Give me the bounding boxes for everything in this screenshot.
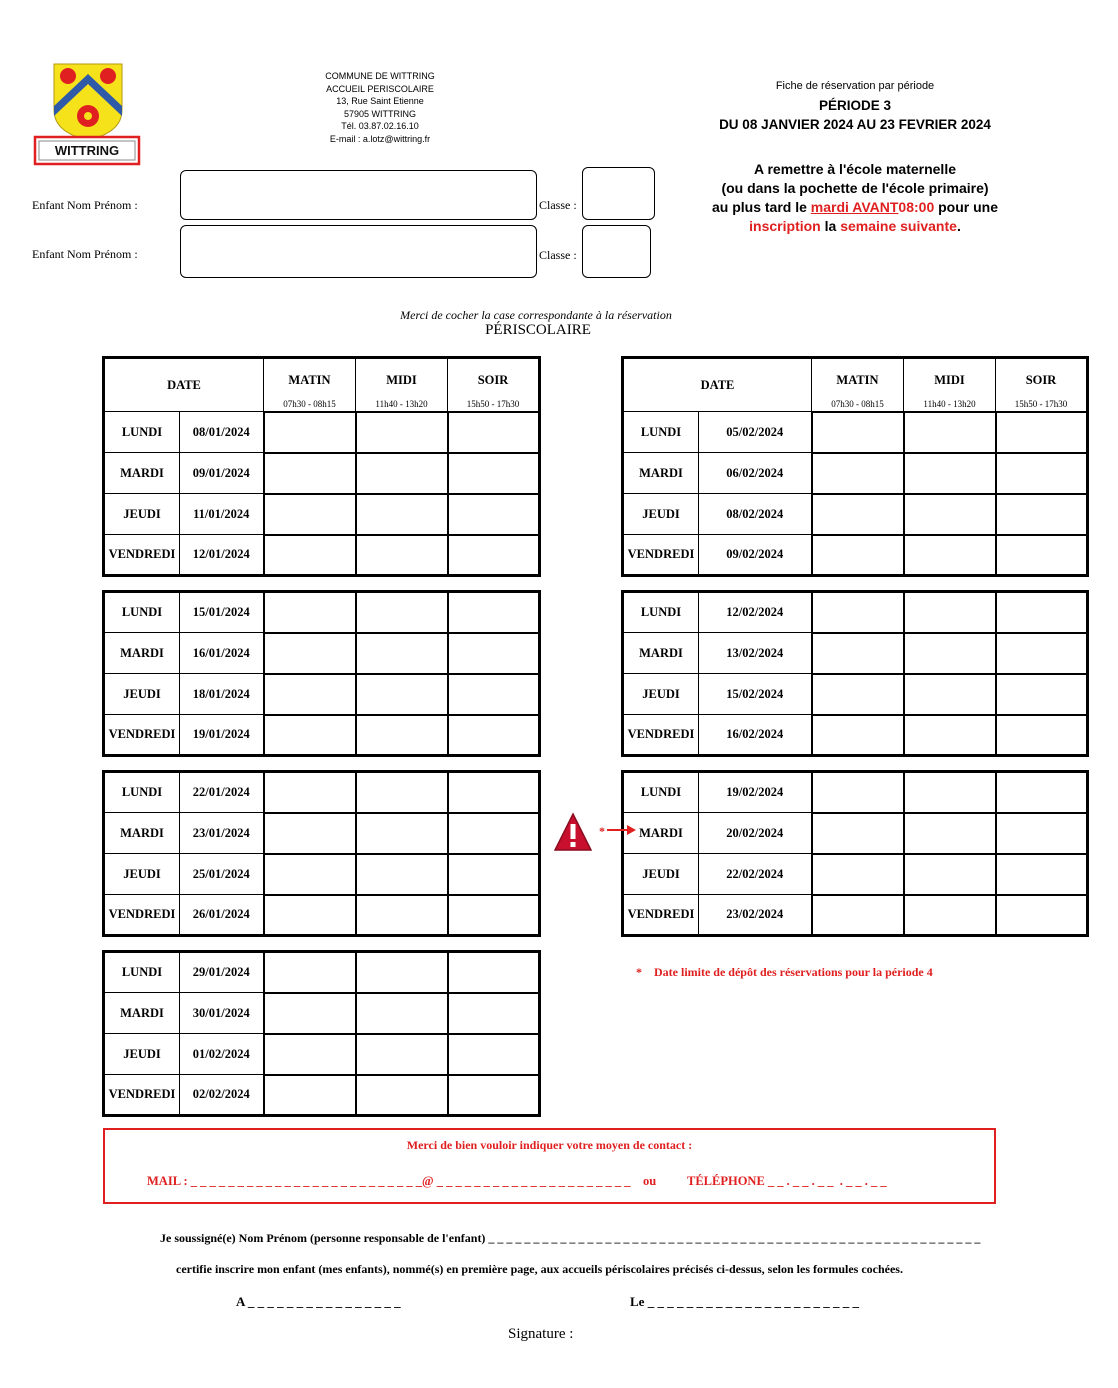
- responsible-name-field[interactable]: Je soussigné(e) Nom Prénom (personne responsable de l'enfant) _ _ _ _ _ _ _ _ _ _ _ _ _ _ _ _ _ _ _ _ _ _ _ _ _ _ _ _ _ _ _ _ _ _ _ _ _ _ _ _ _ _ _ _ _ _ _ _ _ _ _ _ _ _ _: [160, 1231, 981, 1245]
- contact-ou: ou: [643, 1174, 657, 1188]
- date-cell: 19/01/2024: [180, 715, 264, 756]
- date-cell: 16/01/2024: [180, 633, 264, 674]
- day-cell: JEUDI: [104, 1034, 180, 1075]
- date-cell: 15/02/2024: [699, 674, 812, 715]
- table-row: [104, 715, 540, 756]
- matin-checkbox-cell[interactable]: [264, 952, 356, 993]
- soir-checkbox-cell[interactable]: [448, 592, 540, 633]
- day-cell: JEUDI: [104, 494, 180, 535]
- deadline-instructions: [680, 160, 1030, 236]
- telephone-field[interactable]: TÉLÉPHONE _ _ . _ _ . _ _ . _ _ . _ _: [687, 1174, 887, 1188]
- classe-field-1[interactable]: [582, 167, 655, 220]
- day-cell: MARDI: [104, 993, 180, 1034]
- day-cell: VENDREDI: [623, 895, 699, 936]
- day-cell: MARDI: [104, 453, 180, 494]
- table-row: [104, 633, 540, 674]
- contact-box: [103, 1128, 996, 1204]
- date-cell: 22/02/2024: [699, 854, 812, 895]
- matin-checkbox-cell[interactable]: [264, 674, 356, 715]
- date-cell: 16/02/2024: [699, 715, 812, 756]
- classe-label-1: Classe :: [539, 198, 577, 212]
- matin-checkbox-cell[interactable]: [812, 715, 904, 756]
- matin-checkbox-cell[interactable]: [264, 715, 356, 756]
- day-cell: LUNDI: [623, 412, 699, 453]
- matin-checkbox-cell[interactable]: [264, 494, 356, 535]
- matin-checkbox-cell[interactable]: [812, 535, 904, 576]
- table-row: [623, 412, 1088, 453]
- warning-star: *: [599, 824, 605, 838]
- table-row: [104, 1034, 540, 1075]
- classe-label-2: Classe :: [539, 248, 577, 262]
- reservation-table-left-week-1: [102, 356, 541, 577]
- soir-checkbox-cell[interactable]: [996, 592, 1088, 633]
- date-header: DATE: [104, 358, 264, 412]
- midi-checkbox-cell[interactable]: [356, 772, 448, 813]
- midi-checkbox-cell[interactable]: [904, 592, 996, 633]
- table-row: [623, 895, 1088, 936]
- signature-label: Signature :: [508, 1326, 574, 1342]
- date-cell: 19/02/2024: [699, 772, 812, 813]
- table-row: [623, 674, 1088, 715]
- midi-checkbox-cell[interactable]: [904, 535, 996, 576]
- soir-checkbox-cell[interactable]: [996, 772, 1088, 813]
- soir-checkbox-cell[interactable]: [996, 633, 1088, 674]
- matin-checkbox-cell[interactable]: [264, 1034, 356, 1075]
- commune-line: Tél. 03.87.02.16.10: [341, 121, 419, 131]
- table-row: [623, 592, 1088, 633]
- soir-checkbox-cell[interactable]: [996, 412, 1088, 453]
- enfant-label-1: Enfant Nom Prénom :: [32, 198, 138, 212]
- day-cell: JEUDI: [623, 494, 699, 535]
- table-row: [623, 772, 1088, 813]
- matin-checkbox-cell[interactable]: [264, 1075, 356, 1116]
- date-cell: 26/01/2024: [180, 895, 264, 936]
- table-row: [623, 535, 1088, 576]
- midi-checkbox-cell[interactable]: [904, 412, 996, 453]
- day-cell: VENDREDI: [104, 535, 180, 576]
- matin-checkbox-cell[interactable]: [812, 772, 904, 813]
- matin-checkbox-cell[interactable]: [812, 453, 904, 494]
- date-cell: 02/02/2024: [180, 1075, 264, 1116]
- midi-checkbox-cell[interactable]: [904, 453, 996, 494]
- deadline-note: [636, 965, 933, 980]
- midi-header: MIDI 11h40 - 13h20: [356, 358, 448, 412]
- midi-checkbox-cell[interactable]: [904, 854, 996, 895]
- table-row: [104, 895, 540, 936]
- midi-checkbox-cell[interactable]: [356, 952, 448, 993]
- commune-line: COMMUNE DE WITTRING: [325, 71, 435, 81]
- matin-checkbox-cell[interactable]: [812, 494, 904, 535]
- date-field[interactable]: Le _ _ _ _ _ _ _ _ _ _ _ _ _ _ _ _ _ _ _ _ _ _: [630, 1294, 859, 1309]
- day-cell: MARDI: [623, 633, 699, 674]
- date-cell: 06/02/2024: [699, 453, 812, 494]
- date-cell: 23/02/2024: [699, 895, 812, 936]
- table-row: [104, 412, 540, 453]
- day-cell: VENDREDI: [104, 895, 180, 936]
- midi-checkbox-cell[interactable]: [904, 895, 996, 936]
- table-row: [104, 1075, 540, 1116]
- mail-field[interactable]: MAIL : _ _ _ _ _ _ _ _ _ _ _ _ _ _ _ _ _ _ _ _ _ _ _ _ _@ _ _ _ _ _ _ _ _ _ _ _ _ _ _ _ _ _ _ _ _ _: [147, 1174, 631, 1188]
- midi-checkbox-cell[interactable]: [356, 813, 448, 854]
- commune-address-block: [300, 70, 460, 145]
- reservation-table-right-week-3: [621, 770, 1089, 937]
- matin-checkbox-cell[interactable]: [812, 674, 904, 715]
- table-row: [104, 453, 540, 494]
- date-cell: 20/02/2024: [699, 813, 812, 854]
- day-cell: VENDREDI: [623, 715, 699, 756]
- day-cell: LUNDI: [623, 772, 699, 813]
- soir-checkbox-cell[interactable]: [996, 854, 1088, 895]
- midi-checkbox-cell[interactable]: [356, 1034, 448, 1075]
- table-row: [104, 952, 540, 993]
- midi-checkbox-cell[interactable]: [356, 453, 448, 494]
- date-cell: 30/01/2024: [180, 993, 264, 1034]
- soir-checkbox-cell[interactable]: [996, 535, 1088, 576]
- matin-checkbox-cell[interactable]: [264, 592, 356, 633]
- day-cell: LUNDI: [104, 772, 180, 813]
- instruction-line: inscription la semaine suivante.: [749, 218, 961, 234]
- day-cell: VENDREDI: [104, 1075, 180, 1116]
- arrow-right-icon: [607, 823, 637, 837]
- day-cell: MARDI: [104, 633, 180, 674]
- matin-checkbox-cell[interactable]: [812, 412, 904, 453]
- matin-checkbox-cell[interactable]: [812, 895, 904, 936]
- midi-checkbox-cell[interactable]: [356, 854, 448, 895]
- reservation-table-right-week-1: [621, 356, 1089, 577]
- day-cell: JEUDI: [104, 674, 180, 715]
- matin-checkbox-cell[interactable]: [264, 453, 356, 494]
- day-cell: MARDI: [623, 813, 699, 854]
- reservation-table-left-week-3: [102, 770, 541, 937]
- soir-checkbox-cell[interactable]: [448, 993, 540, 1034]
- table-row: [104, 813, 540, 854]
- date-cell: 23/01/2024: [180, 813, 264, 854]
- instruction-line: (ou dans la pochette de l'école primaire): [721, 180, 989, 196]
- matin-checkbox-cell[interactable]: [812, 854, 904, 895]
- table-row: [623, 633, 1088, 674]
- date-cell: 22/01/2024: [180, 772, 264, 813]
- soir-checkbox-cell[interactable]: [448, 772, 540, 813]
- deadline-time: 08:00: [898, 199, 935, 215]
- soir-checkbox-cell[interactable]: [448, 453, 540, 494]
- matin-checkbox-cell[interactable]: [812, 813, 904, 854]
- reservation-table-left-week-4: [102, 950, 541, 1117]
- table-row: [104, 772, 540, 813]
- note-text: Date limite de dépôt des réservations pour la période 4: [654, 965, 933, 979]
- soir-checkbox-cell[interactable]: [448, 813, 540, 854]
- deadline-day: mardi AVANT: [810, 199, 899, 215]
- day-cell: LUNDI: [104, 592, 180, 633]
- matin-header: MATIN 07h30 - 08h15: [264, 358, 356, 412]
- soir-checkbox-cell[interactable]: [448, 895, 540, 936]
- day-cell: LUNDI: [104, 952, 180, 993]
- soir-checkbox-cell[interactable]: [448, 715, 540, 756]
- soir-checkbox-cell[interactable]: [448, 674, 540, 715]
- midi-checkbox-cell[interactable]: [356, 633, 448, 674]
- midi-checkbox-cell[interactable]: [356, 1075, 448, 1116]
- soir-checkbox-cell[interactable]: [448, 854, 540, 895]
- soir-checkbox-cell[interactable]: [448, 535, 540, 576]
- date-cell: 29/01/2024: [180, 952, 264, 993]
- soir-checkbox-cell[interactable]: [996, 453, 1088, 494]
- matin-header: MATIN 07h30 - 08h15: [812, 358, 904, 412]
- note-star: *: [636, 965, 642, 979]
- classe-field-2[interactable]: [582, 225, 651, 278]
- day-cell: MARDI: [623, 453, 699, 494]
- fiche-heading: [680, 77, 1030, 134]
- midi-checkbox-cell[interactable]: [356, 993, 448, 1034]
- day-cell: LUNDI: [104, 412, 180, 453]
- soir-checkbox-cell[interactable]: [448, 494, 540, 535]
- contact-title: Merci de bien vouloir indiquer votre moyen de contact :: [406, 1138, 693, 1152]
- fiche-subtitle: Fiche de réservation par période: [775, 80, 935, 92]
- day-cell: JEUDI: [104, 854, 180, 895]
- instruction-merci: Merci de cocher la case correspondante à la réservation: [400, 308, 672, 322]
- table-row: [104, 535, 540, 576]
- soir-checkbox-cell[interactable]: [448, 1075, 540, 1116]
- matin-checkbox-cell[interactable]: [264, 993, 356, 1034]
- table-row: [623, 494, 1088, 535]
- day-cell: JEUDI: [623, 674, 699, 715]
- matin-checkbox-cell[interactable]: [264, 535, 356, 576]
- enfant-name-field-2[interactable]: [180, 225, 537, 278]
- matin-checkbox-cell[interactable]: [264, 813, 356, 854]
- matin-checkbox-cell[interactable]: [812, 592, 904, 633]
- midi-header: MIDI 11h40 - 13h20: [904, 358, 996, 412]
- instruction-line: au plus tard le mardi AVANT08:00 pour une: [711, 199, 999, 215]
- enfant-name-field-1[interactable]: [180, 170, 537, 220]
- date-cell: 25/01/2024: [180, 854, 264, 895]
- midi-checkbox-cell[interactable]: [356, 674, 448, 715]
- matin-checkbox-cell[interactable]: [812, 633, 904, 674]
- certification-text: certifie inscrire mon enfant (mes enfants), nommé(s) en première page, aux accueils périscolaires précisés ci-dessus, selon les formules cochées.: [176, 1262, 903, 1276]
- matin-checkbox-cell[interactable]: [264, 633, 356, 674]
- table-row: [623, 854, 1088, 895]
- day-cell: JEUDI: [623, 854, 699, 895]
- place-field[interactable]: A _ _ _ _ _ _ _ _ _ _ _ _ _ _ _ _: [236, 1294, 401, 1309]
- midi-checkbox-cell[interactable]: [904, 715, 996, 756]
- midi-checkbox-cell[interactable]: [904, 813, 996, 854]
- date-cell: 08/01/2024: [180, 412, 264, 453]
- midi-checkbox-cell[interactable]: [356, 592, 448, 633]
- soir-checkbox-cell[interactable]: [448, 1034, 540, 1075]
- date-cell: 11/01/2024: [180, 494, 264, 535]
- soir-checkbox-cell[interactable]: [996, 715, 1088, 756]
- matin-checkbox-cell[interactable]: [264, 412, 356, 453]
- midi-checkbox-cell[interactable]: [356, 412, 448, 453]
- commune-line: 57905 WITTRING: [343, 108, 417, 119]
- logo-text: WITTRING: [54, 143, 120, 158]
- midi-checkbox-cell[interactable]: [904, 772, 996, 813]
- table-row: [104, 854, 540, 895]
- reservation-table-right-week-2: [621, 590, 1089, 757]
- day-cell: LUNDI: [623, 592, 699, 633]
- soir-checkbox-cell[interactable]: [448, 952, 540, 993]
- midi-checkbox-cell[interactable]: [904, 674, 996, 715]
- day-cell: VENDREDI: [623, 535, 699, 576]
- periode-title: PÉRIODE 3: [818, 98, 892, 113]
- matin-checkbox-cell[interactable]: [264, 895, 356, 936]
- soir-checkbox-cell[interactable]: [996, 895, 1088, 936]
- midi-checkbox-cell[interactable]: [356, 494, 448, 535]
- soir-header: SOIR 15h50 - 17h30: [448, 358, 540, 412]
- soir-checkbox-cell[interactable]: [996, 674, 1088, 715]
- date-cell: 05/02/2024: [699, 412, 812, 453]
- date-header: DATE: [623, 358, 812, 412]
- commune-line: ACCUEIL PERISCOLAIRE: [326, 83, 434, 94]
- date-cell: 12/01/2024: [180, 535, 264, 576]
- date-cell: 09/02/2024: [699, 535, 812, 576]
- enfant-label-2: Enfant Nom Prénom :: [32, 247, 138, 261]
- matin-checkbox-cell[interactable]: [264, 854, 356, 895]
- day-cell: MARDI: [104, 813, 180, 854]
- date-cell: 08/02/2024: [699, 494, 812, 535]
- instruction-line: A remettre à l'école maternelle: [753, 161, 956, 177]
- periscolaire-title: PÉRISCOLAIRE: [485, 322, 591, 338]
- soir-checkbox-cell[interactable]: [448, 412, 540, 453]
- day-cell: VENDREDI: [104, 715, 180, 756]
- soir-checkbox-cell[interactable]: [996, 813, 1088, 854]
- table-row: [104, 674, 540, 715]
- midi-checkbox-cell[interactable]: [904, 633, 996, 674]
- midi-checkbox-cell[interactable]: [904, 494, 996, 535]
- date-cell: 12/02/2024: [699, 592, 812, 633]
- date-cell: 01/02/2024: [180, 1034, 264, 1075]
- matin-checkbox-cell[interactable]: [264, 772, 356, 813]
- soir-checkbox-cell[interactable]: [448, 633, 540, 674]
- commune-line: 13, Rue Saint Etienne: [336, 96, 424, 106]
- midi-checkbox-cell[interactable]: [356, 895, 448, 936]
- soir-header: SOIR 15h50 - 17h30: [996, 358, 1088, 412]
- commune-line: E-mail : a.lotz@wittring.fr: [329, 133, 431, 144]
- periode-dates: DU 08 JANVIER 2024 AU 23 FEVRIER 2024: [719, 117, 991, 132]
- table-row: [104, 494, 540, 535]
- table-row: [104, 592, 540, 633]
- date-cell: 13/02/2024: [699, 633, 812, 674]
- date-cell: 09/01/2024: [180, 453, 264, 494]
- warning-icon: [554, 812, 592, 852]
- table-row: [623, 813, 1088, 854]
- date-cell: 18/01/2024: [180, 674, 264, 715]
- midi-checkbox-cell[interactable]: [356, 715, 448, 756]
- midi-checkbox-cell[interactable]: [356, 535, 448, 576]
- table-row: [104, 993, 540, 1034]
- soir-checkbox-cell[interactable]: [996, 494, 1088, 535]
- date-cell: 15/01/2024: [180, 592, 264, 633]
- table-row: [623, 453, 1088, 494]
- wittring-coat-of-arms-logo: [32, 60, 144, 170]
- reservation-table-left-week-2: [102, 590, 541, 757]
- table-row: [623, 715, 1088, 756]
